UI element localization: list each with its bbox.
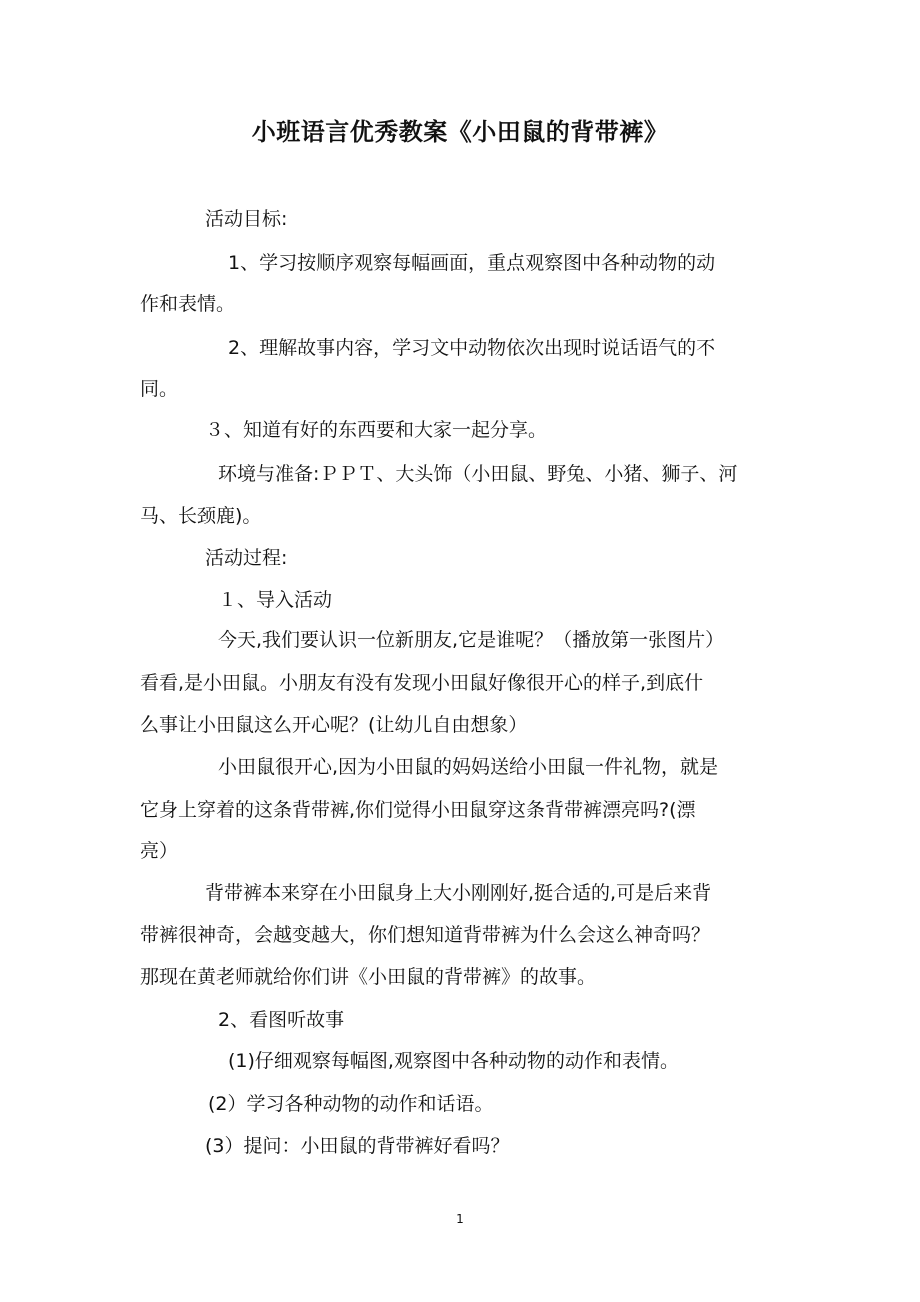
paragraph-line: 今天,我们要认识一位新朋友,它是谁呢？（播放第一张图片） [218,629,725,651]
paragraph-line: 马、长颈鹿)。 [140,505,262,527]
paragraph-line: 背带裤本来穿在小田鼠身上大小刚刚好,挺合适的,可是后来背 [205,882,712,904]
paragraph-line: 1、学习按顺序观察每幅画面，重点观察图中各种动物的动 [228,252,716,274]
paragraph-line: ３、知道有好的东西要和大家一起分享。 [205,419,548,441]
paragraph-line: 环境与准备:ＰＰＴ、大头饰（小田鼠、野兔、小猪、狮子、河 [218,463,738,485]
paragraph-line: 亮） [140,840,179,862]
paragraph-line: 带裤很神奇，会越变越大，你们想知道背带裤为什么会这么神奇吗？ [140,924,711,946]
paragraph-line: 么事让小田鼠这么开心呢？(让幼儿自由想象） [140,714,528,736]
paragraph-line: (3）提问：小田鼠的背带裤好看吗？ [205,1135,510,1157]
paragraph-line: 看看,是小田鼠。小朋友有没有发现小田鼠好像很开心的样子,到底什 [140,672,704,694]
paragraph-line: 活动目标: [205,208,288,230]
paragraph-line: 小田鼠很开心,因为小田鼠的妈妈送给小田鼠一件礼物，就是 [218,756,719,778]
paragraph-line: (1)仔细观察每幅图,观察图中各种动物的动作和表情。 [228,1050,679,1072]
paragraph-line: 同。 [140,378,179,400]
paragraph-line: (2）学习各种动物的动作和话语。 [208,1093,494,1115]
paragraph-line: 活动过程: [205,547,288,569]
paragraph-line: 2、看图听故事 [218,1009,345,1031]
page-number: 1 [456,1212,464,1226]
paragraph-line: 那现在黄老师就给你们讲《小田鼠的背带裤》的故事。 [140,966,597,988]
paragraph-line: 它身上穿着的这条背带裤,你们觉得小田鼠穿这条背带裤漂亮吗?(漂 [140,799,696,821]
paragraph-line: １、导入活动 [218,589,333,611]
paragraph-line: 2、理解故事内容，学习文中动物依次出现时说话语气的不 [228,337,716,359]
paragraph-line: 作和表情。 [140,293,236,315]
document-title: 小班语言优秀教案《小田鼠的背带裤》 [251,118,669,146]
